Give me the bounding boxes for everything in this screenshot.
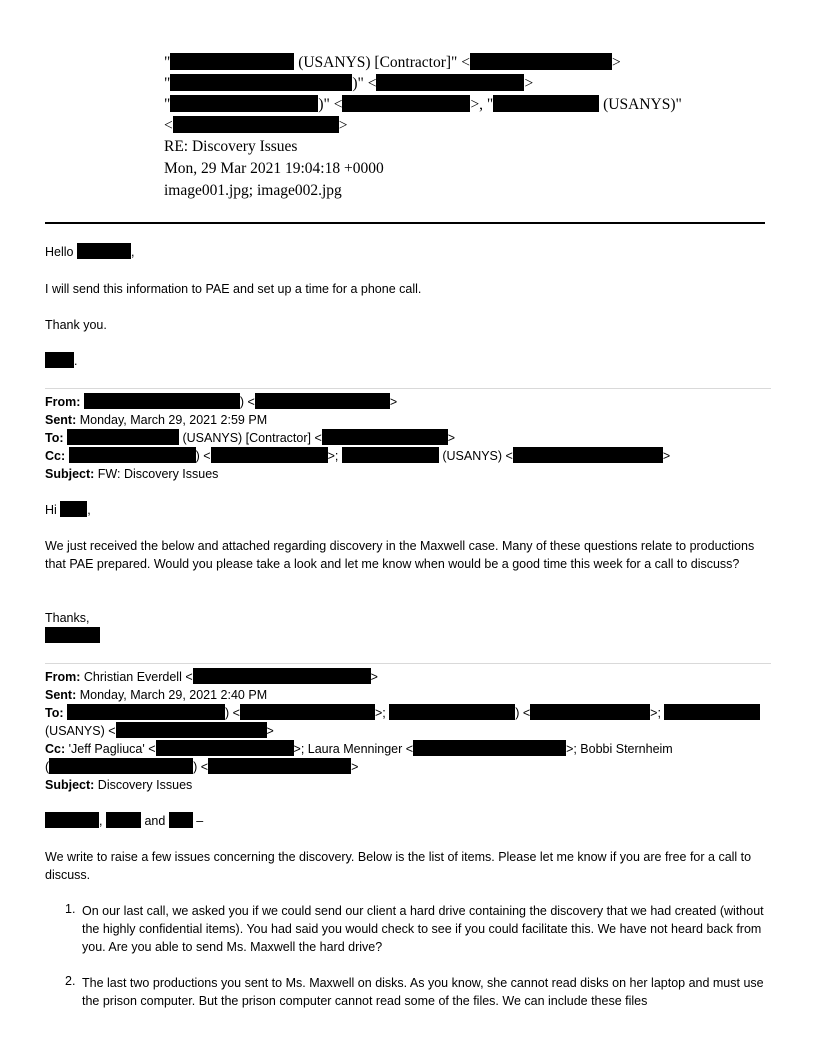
redaction — [413, 740, 566, 756]
redaction — [67, 704, 225, 720]
fw-to: To: (USANYS) [Contractor] < > — [45, 431, 456, 445]
orig-cc: Cc: 'Jeff Pagliuca' < >; Laura Menninger < >; Bobbi Sternheim — [45, 742, 673, 756]
redaction — [106, 812, 141, 828]
header-date: Mon, 29 Mar 2021 19:04:18 +0000 — [164, 160, 384, 177]
redaction — [45, 812, 99, 828]
fw-sent: Sent: Monday, March 29, 2021 2:59 PM — [45, 413, 268, 427]
reply-signature: . — [45, 352, 77, 370]
redaction — [84, 393, 240, 409]
redaction — [60, 501, 87, 517]
redaction — [342, 95, 470, 112]
divider — [45, 663, 771, 664]
redaction — [240, 704, 375, 720]
reply-thanks: Thank you. — [45, 318, 107, 332]
list-item: On our last call, we asked you if we could send our client a hard drive containing the discovery that we had created (without the highly confidential items). You had said you would check to see if you could facilitate this. We have not heard back from you. Are you able to send Ms. Maxwell the hard drive? — [82, 904, 764, 954]
header-subject: RE: Discovery Issues — [164, 138, 298, 155]
header-cc-value: " )" < >, " (USANYS)" — [164, 96, 682, 113]
fw-body: We just received the below and attached regarding discovery in the Maxwell case. Many of these questions relate to productions that PAE prepared. Would you please take a look and let me know when would be a good time this week for a call to discuss? — [45, 539, 755, 571]
list-item-number: 1. — [65, 902, 76, 916]
orig-intro: We write to raise a few issues concerning the discovery. Below is the list of items. Please let me know if you are free for a call to discuss. — [45, 850, 752, 882]
orig-subject: Subject: Discovery Issues — [45, 778, 193, 792]
orig-to: To: ) < >; ) < >; — [45, 704, 760, 722]
orig-sent: Sent: Monday, March 29, 2021 2:40 PM — [45, 688, 268, 702]
list-item-number: 2. — [65, 974, 76, 988]
orig-to-line2: (USANYS) < > — [45, 724, 274, 738]
redaction — [530, 704, 650, 720]
header-from-value: " (USANYS) [Contractor]" < > — [164, 54, 621, 71]
list-item: The last two productions you sent to Ms. Maxwell on disks. As you know, she cannot read disks on her laptop and must use the prison computer. But the prison computer cannot read some of the files. We can include these files — [82, 976, 764, 1008]
redaction — [170, 74, 352, 91]
redaction — [193, 668, 371, 684]
redaction — [664, 704, 760, 720]
redaction — [493, 95, 599, 112]
orig-from: From: Christian Everdell < > — [45, 670, 378, 684]
redaction — [322, 429, 448, 445]
divider — [45, 388, 771, 389]
redaction — [49, 758, 193, 774]
redaction — [513, 447, 663, 463]
orig-cc-line2: ( ) < > — [45, 760, 359, 774]
fw-from: From: ) < > — [45, 395, 398, 409]
redaction — [342, 447, 439, 463]
redaction — [67, 429, 179, 445]
redaction — [170, 53, 294, 70]
redaction — [69, 447, 196, 463]
fw-greeting: Hi , — [45, 503, 91, 517]
header-divider — [45, 222, 765, 224]
fw-signature — [45, 627, 100, 645]
reply-body: I will send this information to PAE and set up a time for a phone call. — [45, 282, 422, 296]
redaction — [77, 243, 131, 259]
redaction — [376, 74, 524, 91]
redaction — [255, 393, 390, 409]
redaction — [45, 627, 100, 643]
redaction — [169, 812, 193, 828]
redaction — [156, 740, 294, 756]
redaction — [470, 53, 612, 70]
reply-greeting: Hello , — [45, 245, 135, 259]
orig-greeting: , and – — [45, 812, 203, 830]
fw-cc: Cc: ) < >; (USANYS) < > — [45, 449, 671, 463]
fw-subject: Subject: FW: Discovery Issues — [45, 467, 219, 481]
header-images: image001.jpg; image002.jpg — [164, 182, 342, 199]
redaction — [173, 116, 339, 133]
redaction — [211, 447, 328, 463]
redaction — [116, 722, 267, 738]
redaction — [389, 704, 515, 720]
header-to-value: " )" < > — [164, 75, 534, 92]
fw-thanks: Thanks, — [45, 611, 90, 625]
redaction — [45, 352, 74, 368]
redaction — [170, 95, 318, 112]
redaction — [208, 758, 351, 774]
